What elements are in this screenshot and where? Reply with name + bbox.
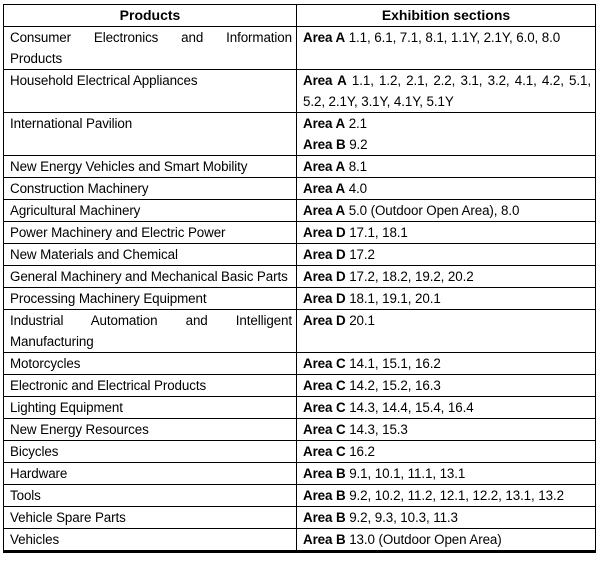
area-label: Area A [303, 30, 346, 45]
sections-cell [297, 441, 596, 463]
section-line: Area B 13.0 (Outdoor Open Area) [303, 532, 502, 547]
column-header-exhibition-sections: Exhibition sections [297, 5, 596, 27]
table-row [4, 178, 596, 200]
product-line: Lighting Equipment [10, 400, 123, 415]
product-cell [4, 441, 297, 463]
sections-cell [297, 485, 596, 507]
area-label: Area C [303, 444, 346, 459]
area-label: Area D [303, 225, 346, 240]
product-cell [4, 178, 297, 200]
product-line: Bicycles [10, 444, 59, 459]
table-row [4, 441, 596, 463]
product-line: Consumer Electronics and Information [10, 30, 292, 45]
section-line: Area A 2.1 [303, 116, 368, 131]
product-cell [4, 27, 297, 70]
sections-cell [297, 375, 596, 397]
product-cell [4, 222, 297, 244]
area-label: Area D [303, 269, 346, 284]
product-line: Construction Machinery [10, 181, 149, 196]
section-line: Area A 5.0 (Outdoor Open Area), 8.0 [303, 203, 520, 218]
sections-cell [297, 27, 596, 70]
area-label: Area C [303, 356, 346, 371]
table-row [4, 529, 596, 552]
column-header-products: Products [4, 5, 297, 27]
product-cell [4, 244, 297, 266]
section-line: Area C 16.2 [303, 444, 375, 459]
table-row [4, 70, 596, 113]
table-header [4, 5, 596, 27]
header-row [4, 5, 596, 27]
product-line: Vehicles [10, 532, 60, 547]
product-cell [4, 397, 297, 419]
area-label: Area C [303, 400, 346, 415]
product-cell [4, 507, 297, 529]
table-row [4, 156, 596, 178]
section-line: 5.2, 2.1Y, 3.1Y, 4.1Y, 5.1Y [303, 94, 454, 109]
area-label: Area B [303, 466, 346, 481]
table-row [4, 507, 596, 529]
table-row [4, 113, 596, 156]
sections-cell [297, 266, 596, 288]
sections-cell [297, 310, 596, 353]
table-row [4, 375, 596, 397]
area-label: Area B [303, 137, 346, 152]
product-line: General Machinery and Mechanical Basic Parts [10, 269, 288, 284]
product-line: Electronic and Electrical Products [10, 378, 207, 393]
sections-cell [297, 529, 596, 552]
product-line: New Energy Resources [10, 422, 149, 437]
section-line: Area B 9.2, 10.2, 11.2, 12.1, 12.2, 13.1, 13.2 [303, 488, 564, 503]
product-line: Manufacturing [10, 334, 94, 349]
table-row [4, 310, 596, 353]
sections-cell [297, 222, 596, 244]
section-line: Area C 14.3, 15.3 [303, 422, 408, 437]
section-line: Area D 18.1, 19.1, 20.1 [303, 291, 441, 306]
table-body [4, 27, 596, 552]
product-cell [4, 375, 297, 397]
section-line: Area A 8.1 [303, 159, 368, 174]
table-row [4, 244, 596, 266]
product-line: International Pavilion [10, 116, 133, 131]
area-label: Area C [303, 422, 346, 437]
area-label: Area B [303, 510, 346, 525]
table-row [4, 419, 596, 441]
area-label: Area B [303, 488, 346, 503]
sections-cell [297, 288, 596, 310]
table-row [4, 288, 596, 310]
product-cell [4, 529, 297, 552]
table-row [4, 397, 596, 419]
product-line: New Energy Vehicles and Smart Mobility [10, 159, 248, 174]
area-label: Area D [303, 247, 346, 262]
section-line: Area B 9.1, 10.1, 11.1, 13.1 [303, 466, 466, 481]
product-line: Household Electrical Appliances [10, 73, 198, 88]
sections-cell [297, 353, 596, 375]
section-line: Area D 20.1 [303, 313, 375, 328]
product-line: Hardware [10, 466, 68, 481]
table-row [4, 463, 596, 485]
section-line: Area D 17.2 [303, 247, 375, 262]
product-line: Tools [10, 488, 41, 503]
product-cell [4, 463, 297, 485]
product-cell [4, 288, 297, 310]
table-row [4, 485, 596, 507]
table-row [4, 353, 596, 375]
product-cell [4, 419, 297, 441]
table-row [4, 200, 596, 222]
product-line: Products [10, 51, 63, 66]
area-label: Area A [303, 73, 347, 88]
product-line: New Materials and Chemical [10, 247, 178, 262]
product-line: Motorcycles [10, 356, 81, 371]
area-label: Area B [303, 532, 346, 547]
sections-cell [297, 113, 596, 156]
sections-cell [297, 156, 596, 178]
area-label: Area C [303, 378, 346, 393]
table-row [4, 27, 596, 70]
exhibition-sections-table [3, 4, 596, 553]
product-line: Power Machinery and Electric Power [10, 225, 226, 240]
sections-cell [297, 397, 596, 419]
sections-cell [297, 70, 596, 113]
product-cell [4, 310, 297, 353]
product-line: Processing Machinery Equipment [10, 291, 207, 306]
table-row [4, 266, 596, 288]
area-label: Area D [303, 291, 346, 306]
section-line: Area C 14.1, 15.1, 16.2 [303, 356, 441, 371]
product-line: Agricultural Machinery [10, 203, 141, 218]
sections-cell [297, 463, 596, 485]
product-cell [4, 485, 297, 507]
area-label: Area A [303, 203, 346, 218]
section-line: Area B 9.2, 9.3, 10.3, 11.3 [303, 510, 458, 525]
section-line: Area D 17.2, 18.2, 19.2, 20.2 [303, 269, 474, 284]
section-line: Area C 14.2, 15.2, 16.3 [303, 378, 441, 393]
product-cell [4, 156, 297, 178]
product-cell [4, 266, 297, 288]
sections-cell [297, 419, 596, 441]
sections-cell [297, 178, 596, 200]
section-line: Area A 4.0 [303, 181, 368, 196]
section-line: Area A 1.1, 6.1, 7.1, 8.1, 1.1Y, 2.1Y, 6.0, 8.0 [303, 30, 561, 45]
area-label: Area A [303, 159, 346, 174]
section-line: Area D 17.1, 18.1 [303, 225, 408, 240]
product-cell [4, 70, 297, 113]
product-line: Vehicle Spare Parts [10, 510, 126, 525]
area-label: Area A [303, 116, 346, 131]
area-label: Area D [303, 313, 346, 328]
product-cell [4, 200, 297, 222]
section-line: Area C 14.3, 14.4, 15.4, 16.4 [303, 400, 474, 415]
product-line: Industrial Automation and Intelligent [10, 313, 292, 328]
area-label: Area A [303, 181, 346, 196]
table-row [4, 222, 596, 244]
sections-cell [297, 507, 596, 529]
sections-cell [297, 244, 596, 266]
product-cell [4, 113, 297, 156]
section-line: Area A 1.1, 1.2, 2.1, 2.2, 3.1, 3.2, 4.1, 4.2, 5.1, [303, 73, 591, 88]
product-cell [4, 353, 297, 375]
section-line: Area B 9.2 [303, 137, 368, 152]
sections-cell [297, 200, 596, 222]
